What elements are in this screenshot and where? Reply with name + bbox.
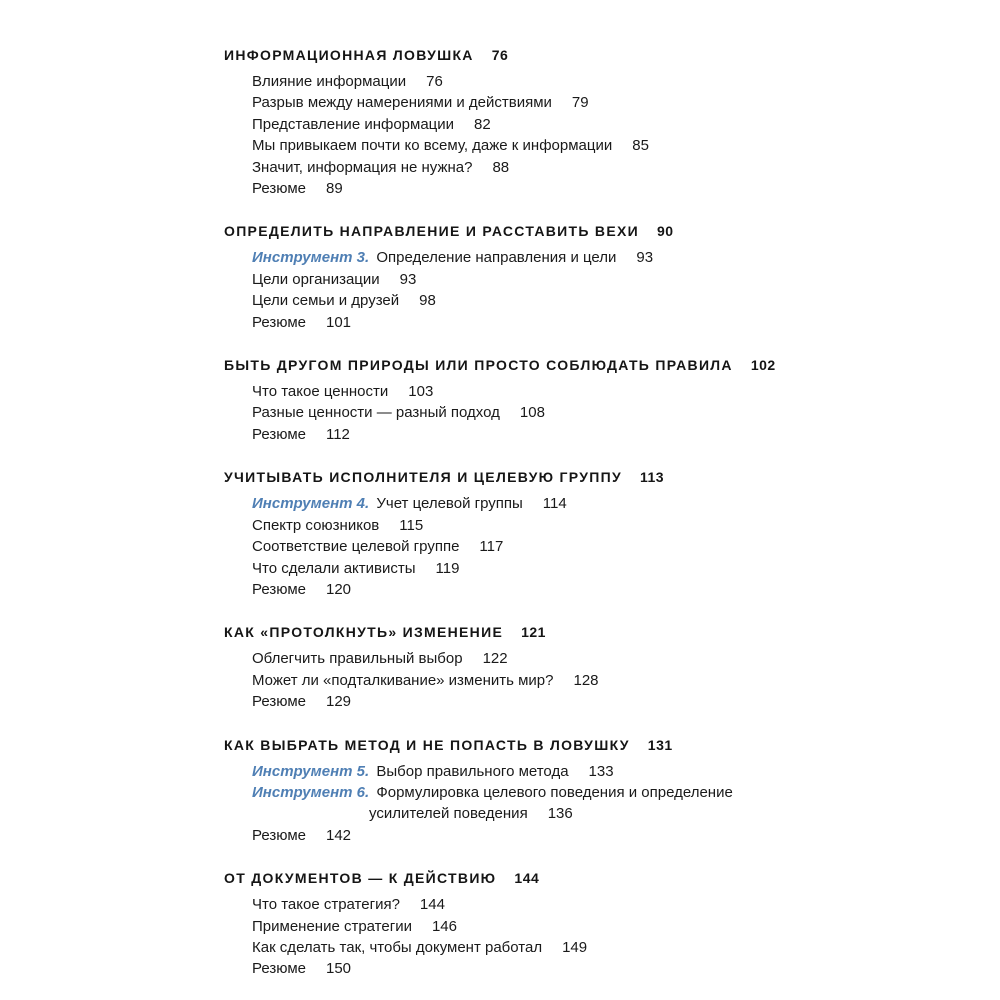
toc-section — [224, 220, 964, 333]
toc-entry[interactable] — [252, 71, 964, 92]
toc-entry[interactable] — [252, 825, 964, 846]
entry-page-number: 76 — [426, 73, 443, 90]
toc-entry[interactable] — [252, 648, 964, 669]
entry-page-number: 114 — [542, 495, 567, 513]
chapter-heading[interactable] — [224, 44, 964, 66]
entry-list — [224, 381, 964, 445]
entry-page-number: 119 — [435, 559, 460, 577]
entry-page-number: 88 — [492, 158, 510, 176]
toc-section — [224, 867, 964, 980]
toc-entry[interactable] — [252, 269, 964, 290]
entry-title: Резюме — [252, 580, 306, 598]
tool-label: Инструмент 6. — [252, 783, 370, 801]
table-of-contents — [224, 44, 964, 980]
toc-entry[interactable] — [252, 916, 964, 937]
entry-page-number: 146 — [431, 917, 457, 935]
chapter-page-number: 131 — [647, 736, 673, 753]
entry-page-number: 142 — [325, 826, 352, 844]
entry-title: Как сделать так, чтобы документ работал — [252, 938, 543, 956]
toc-entry[interactable] — [252, 247, 964, 268]
entry-title: Резюме — [252, 826, 306, 844]
entry-list — [224, 247, 964, 333]
entry-page-number: 150 — [325, 960, 352, 978]
entry-page-number: 122 — [482, 650, 508, 668]
entry-list — [224, 648, 964, 712]
entry-title: Формулировка целевого поведения и определение — [376, 783, 733, 801]
entry-title: Спектр союзников — [252, 516, 380, 534]
chapter-heading[interactable] — [224, 867, 964, 889]
toc-section — [224, 734, 964, 847]
entry-list — [224, 761, 964, 847]
entry-title: Применение стратегии — [252, 917, 412, 935]
toc-entry[interactable] — [252, 114, 964, 135]
entry-page-number: 82 — [474, 115, 491, 133]
chapter-page-number: 144 — [514, 870, 540, 887]
toc-entry[interactable] — [252, 402, 964, 423]
chapter-title: ОПРЕДЕЛИТЬ НАПРАВЛЕНИЕ И РАССТАВИТЬ ВЕХИ — [224, 223, 639, 240]
entry-page-number: 103 — [408, 383, 434, 401]
toc-entry[interactable] — [252, 493, 964, 514]
entry-title: Представление информации — [252, 115, 455, 133]
toc-entry[interactable] — [252, 515, 964, 536]
toc-entry[interactable] — [252, 536, 964, 557]
toc-entry[interactable] — [252, 782, 964, 825]
entry-page-number: 112 — [325, 425, 350, 443]
entry-title: Разрыв между намерениями и действиями — [252, 94, 552, 112]
toc-section — [224, 466, 964, 600]
entry-page-number: 136 — [547, 805, 573, 823]
entry-title: Разные ценности — разный подход — [252, 404, 500, 422]
entry-page-number: 101 — [325, 313, 352, 331]
toc-entry[interactable] — [252, 958, 964, 979]
tool-label: Инструмент 5. — [252, 762, 370, 780]
tool-label: Инструмент 4. — [252, 495, 370, 513]
tool-label: Инструмент 3. — [252, 249, 370, 267]
entry-list — [224, 894, 964, 980]
chapter-title: УЧИТЫВАТЬ ИСПОЛНИТЕЛЯ И ЦЕЛЕВУЮ ГРУППУ — [224, 469, 622, 486]
toc-entry[interactable] — [252, 937, 964, 958]
toc-section — [224, 354, 964, 445]
entry-title: Резюме — [252, 960, 306, 978]
toc-entry[interactable] — [252, 92, 964, 113]
chapter-page-number: 76 — [491, 47, 509, 63]
entry-title: Резюме — [252, 180, 306, 198]
toc-entry[interactable] — [252, 894, 964, 915]
toc-entry[interactable] — [252, 157, 964, 178]
chapter-page-number: 90 — [656, 223, 674, 240]
chapter-title: ОТ ДОКУМЕНТОВ — К ДЕЙСТВИЮ — [224, 870, 497, 887]
chapter-title: ИНФОРМАЦИОННАЯ ЛОВУШКА — [224, 47, 474, 63]
chapter-title: КАК «ПРОТОЛКНУТЬ» ИЗМЕНЕНИЕ — [224, 624, 504, 641]
toc-entry[interactable] — [252, 424, 964, 445]
toc-entry[interactable] — [252, 579, 964, 600]
chapter-heading[interactable] — [224, 621, 964, 643]
entry-page-number: 144 — [419, 896, 445, 914]
toc-entry[interactable] — [252, 761, 964, 782]
entry-page-number: 93 — [399, 270, 417, 288]
chapter-page-number: 113 — [639, 469, 665, 486]
entry-title: Влияние информации — [252, 73, 407, 90]
chapter-title: КАК ВЫБРАТЬ МЕТОД И НЕ ПОПАСТЬ В ЛОВУШКУ — [224, 736, 630, 753]
entry-page-number: 115 — [399, 516, 424, 534]
entry-page-number: 85 — [632, 137, 649, 155]
entry-title: Резюме — [252, 313, 306, 331]
entry-title: Значит, информация не нужна? — [252, 158, 473, 176]
toc-entry[interactable] — [252, 691, 964, 712]
entry-title: Облегчить правильный выбор — [252, 650, 463, 668]
entry-title: Выбор правильного метода — [376, 762, 569, 780]
entry-title: Что такое стратегия? — [252, 896, 400, 914]
toc-entry[interactable] — [252, 312, 964, 333]
entry-title: Цели организации — [252, 270, 380, 288]
toc-entry[interactable] — [252, 558, 964, 579]
entry-page-number: 108 — [519, 404, 545, 422]
entry-page-number: 128 — [573, 671, 599, 689]
entry-page-number: 133 — [588, 762, 614, 780]
toc-entry[interactable] — [252, 381, 964, 402]
chapter-heading[interactable] — [224, 466, 964, 488]
entry-page-number: 117 — [479, 538, 504, 556]
entry-title: Что сделали активисты — [252, 559, 416, 577]
entry-title: Учет целевой группы — [376, 495, 523, 513]
entry-title: Может ли «подталкивание» изменить мир? — [252, 671, 554, 689]
entry-title: Цели семьи и друзей — [252, 292, 400, 310]
entry-page-number: 79 — [571, 94, 589, 112]
entry-page-number: 89 — [325, 180, 343, 198]
toc-entry[interactable] — [252, 290, 964, 311]
entry-title-continued — [252, 803, 964, 824]
entry-page-number: 98 — [419, 292, 436, 310]
entry-title: Резюме — [252, 425, 306, 443]
toc-section — [224, 44, 964, 199]
entry-list — [224, 71, 964, 199]
entry-list — [224, 493, 964, 600]
toc-entry[interactable] — [252, 670, 964, 691]
chapter-page-number: 102 — [750, 357, 776, 374]
entry-title: Мы привыкаем почти ко всему, даже к информации — [252, 137, 613, 155]
entry-page-number: 120 — [325, 580, 352, 598]
chapter-title: БЫТЬ ДРУГОМ ПРИРОДЫ ИЛИ ПРОСТО СОБЛЮДАТЬ ПРАВИЛА — [224, 357, 733, 374]
entry-title: Соответствие целевой группе — [252, 538, 460, 556]
entry-title: Определение направления и цели — [376, 249, 617, 267]
entry-title: Что такое ценности — [252, 383, 389, 401]
entry-page-number: 129 — [325, 693, 352, 711]
entry-title: Резюме — [252, 693, 306, 711]
entry-page-number: 149 — [562, 938, 588, 956]
chapter-heading[interactable] — [224, 354, 964, 376]
toc-entry[interactable] — [252, 178, 964, 199]
entry-page-number: 93 — [636, 249, 654, 267]
chapter-heading[interactable] — [224, 220, 964, 242]
chapter-page-number: 121 — [521, 624, 546, 641]
entry-title-line-2: усилителей поведения — [369, 805, 528, 823]
chapter-heading[interactable] — [224, 734, 964, 756]
toc-section — [224, 621, 964, 712]
toc-entry[interactable] — [252, 135, 964, 156]
